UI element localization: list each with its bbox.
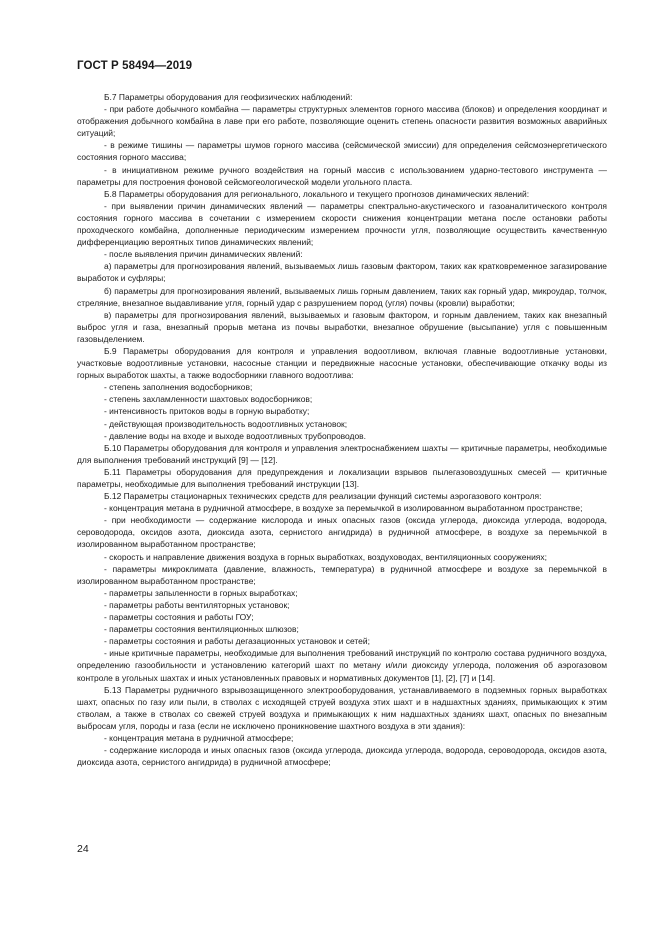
paragraph: - в инициативном режиме ручного воздействия на горный массив с использованием ударно-тестового инструмента — параметры для построения фоновой сейсмогеологической модели угольного пласта. xyxy=(77,164,607,187)
paragraph: в) параметры для прогнозирования явлений, вызываемых и газовым фактором, и горным давлением, таких как внезапный выброс угля и газа, внезапный прорыв метана из почвы выработки, внезапное обрушение (высыпание) угля с повышенным газовыделением. xyxy=(77,309,607,344)
paragraph: - параметры запыленности в горных выработках; xyxy=(104,587,298,598)
paragraph: - интенсивность притоков воды в горную выработку; xyxy=(104,406,310,417)
paragraph: - параметры состояния и работы ГОУ; xyxy=(104,612,254,623)
paragraph: Б.10 Параметры оборудования для контроля и управления электроснабжением шахты — критичные параметры, необходимые для выполнения требований инструкций [9] — [12]. xyxy=(77,442,607,465)
paragraph: - в режиме тишины — параметры шумов горного массива (сейсмической эмиссии) для определения сейсмоэнергетического состояния горного массива; xyxy=(77,140,607,163)
paragraph: - после выявления причин динамических явлений: xyxy=(104,249,303,260)
document-header: ГОСТ Р 58494—2019 xyxy=(77,60,193,72)
paragraph: Б.9 Параметры оборудования для контроля и управления водоотливом, включая главные водоотливные установки, участковые водоотливные установки, насосные станции и передвижные насосные установки, обеспечивающие откачку воды из горных выработок шахты, а также водосборники главного водоотлива: xyxy=(77,345,607,381)
paragraph: - при выявлении причин динамических явлений — параметры спектрально-акустического и газоаналитического контроля состояния горного массива в сочетании с измерением скорости снижения концентрации метана после остановки работы проходческого комбайна, дополненные периодическим измерением прочности угля, позволяющие осуществить качественную дифференциацию вероятных типов динамических явлений; xyxy=(77,200,607,248)
paragraph: - концентрация метана в рудничной атмосфере; xyxy=(104,732,294,743)
paragraph: Б.8 Параметры оборудования для регионального, локального и текущего прогнозов динамических явлений: xyxy=(104,188,530,199)
paragraph: Б.13 Параметры рудничного взрывозащищенного электрооборудования, устанавливаемого в подземных горных выработках шахт, опасных по газу или пыли, в стволах с исходящей струей воздуха этих шахт и в надшахтных зданиях, примыкающих к этим стволам, а также в стволах со свежей струей воздуха и примыкающих к ним надшахтных зданиях шахт, опасных по внезапным выбросам угля, породы и газа (если не исключено проникновение шахтного воздуха в эти здания): xyxy=(77,684,607,731)
paragraph: б) параметры для прогнозирования явлений, вызываемых лишь горным давлением, таких как горный удар, микроудар, толчок, стреляние, внезапное выдавливание угля, горный удар с разрушением пород (угля) почвы (кровли) выработки; xyxy=(77,285,607,308)
paragraph: - параметры работы вентиляторных установок; xyxy=(104,599,290,610)
paragraph: - параметры состояния и работы дегазационных установок и сетей; xyxy=(104,636,370,647)
paragraph: - концентрация метана в рудничной атмосфере, в воздухе за перемычкой в изолированном выработанном пространстве; xyxy=(104,503,583,514)
paragraph: - давление воды на входе и выходе водоотливных трубопроводов. xyxy=(104,430,366,441)
paragraph: - степень заполнения водосборников; xyxy=(104,382,253,393)
paragraph: - скорость и направление движения воздуха в горных выработках, воздуховодах, вентиляционных сооружениях; xyxy=(104,551,547,562)
page-number: 24 xyxy=(77,843,89,855)
paragraph: а) параметры для прогнозирования явлений, вызываемых лишь газовым фактором, таких как кратковременное загазирование выработок и суфляры; xyxy=(77,261,607,284)
paragraph: Б.11 Параметры оборудования для предупреждения и локализации взрывов пылегазовоздушных смесей — критичные параметры, необходимые для выполнения требований инструкции [13]. xyxy=(77,466,607,489)
paragraph: - действующая производительность водоотливных установок; xyxy=(104,418,348,429)
paragraph: - при работе добычного комбайна — параметры структурных элементов горного массива (блоков) и определения координат и отображения добычного комбайна в лаве при его работе, позволяющие оценить степень опасности развития возможных аварийных ситуаций; xyxy=(77,104,607,139)
paragraph: - параметры микроклимата (давление, влажность, температура) в рудничной атмосфере и воздухе за перемычкой в изолированном выработанном пространстве; xyxy=(77,563,607,586)
paragraph: - при необходимости — содержание кислорода и иных опасных газов (оксида углерода, диоксида углерода, водорода, сероводорода, оксидов азота, диоксида азота, сернистого ангидрида) в рудничной атмосфере, в воздухе за перемычкой в изолированном выработанном пространстве; xyxy=(77,515,607,550)
paragraph: - содержание кислорода и иных опасных газов (оксида углерода, диоксида углерода, водорода, сероводорода, оксидов азота, диоксида азота, сернистого ангидрида) в рудничной атмосфере; xyxy=(77,745,607,768)
paragraph: Б.12 Параметры стационарных технических средств для реализации функций системы аэрогазового контроля: xyxy=(104,491,542,502)
paragraph: - параметры состояния вентиляционных шлюзов; xyxy=(104,624,299,635)
paragraph: - степень захламленности шахтовых водосборников; xyxy=(104,394,313,405)
paragraph: - иные критичные параметры, необходимые для выполнения требований инструкций по контролю состава рудничного воздуха, определению газообильности и установлению категорий шахт по метану и/или диоксиду углерода, положения об аэрогазовом контроле в угольных шахтах и иных установленных правовых и нормативных документов [1], [2], [7] и [14]. xyxy=(77,648,607,683)
paragraph: Б.7 Параметры оборудования для геофизических наблюдений: xyxy=(104,92,353,102)
document-body xyxy=(77,91,607,768)
